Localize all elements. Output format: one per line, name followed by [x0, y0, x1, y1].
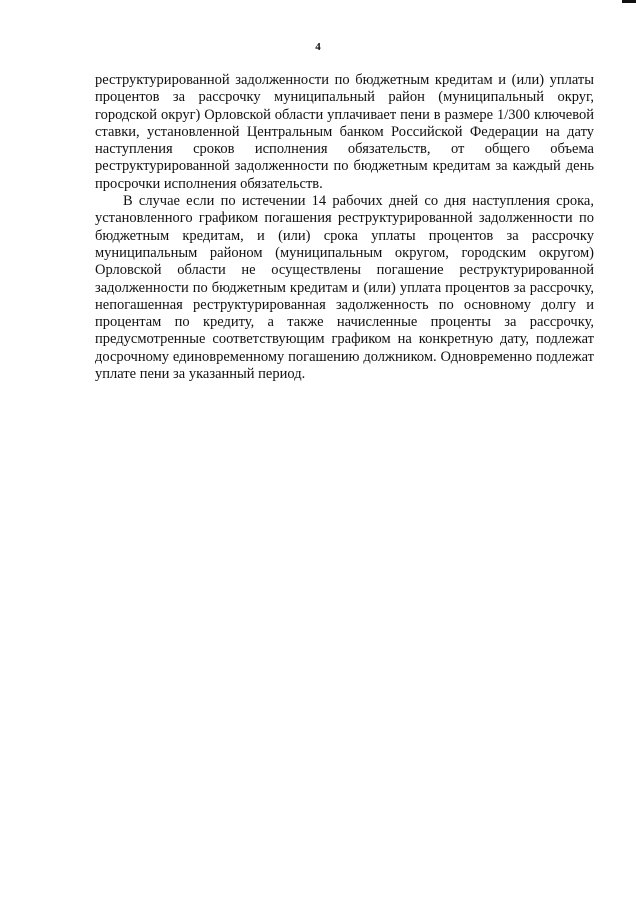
paragraph-continuation: реструктурированной задолженности по бюджетным кредитам и (или) уплаты процентов за рассрочку муниципальный район (муниципальный округ, городской округ) Орловской области уплачивает пени в размере 1/300 ключевой ставки, установленной Центральным банком Российской Федерации на дату наступления сроков исполнения обязательств, от общего объема реструктурированной задолженности по бюджетным кредитам за каждый день просрочки исполнения обязательств.	[95, 72, 594, 192]
page-number: 4	[315, 41, 321, 53]
scan-corner-mark	[622, 0, 636, 3]
document-body	[95, 72, 594, 383]
paragraph-early-repayment: В случае если по истечении 14 рабочих дней со дня наступления срока, установленного графиком погашения реструктурированной задолженности по бюджетным кредитам, и (или) срока уплаты процентов за рассрочку муниципальным районом (муниципальным округом, городским округом) Орловской области не осуществлены погашение реструктурированной задолженности по бюджетным кредитам и (или) уплата процентов за рассрочку, непогашенная реструктурированная задолженность по основному долгу и процентам по кредиту, а также начисленные проценты за рассрочку, предусмотренные соответствующим графиком на конкретную дату, подлежат досрочному единовременному погашению должником. Одновременно подлежат уплате пени за указанный период.	[95, 193, 594, 383]
